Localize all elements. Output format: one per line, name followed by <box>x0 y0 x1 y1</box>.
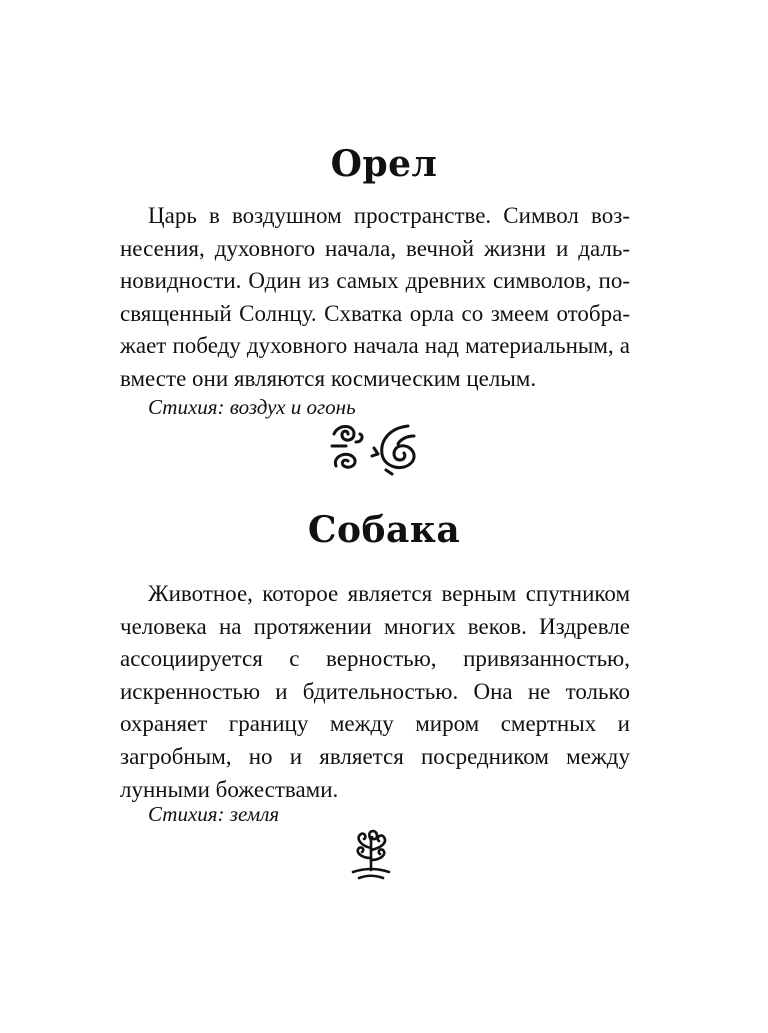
entry-paragraph-eagle: Царь в воздушном пространстве. Символ вознесения, духовного начала, вечной жизни и дальновидности. Один из самых древних символов, посвященный Солнцу. Схватка орла со змеем отображает победу духовного начала над материальным, а вместе они являются космическим целым. <box>120 203 630 391</box>
entry-title-eagle: Орел <box>330 143 438 185</box>
earth-sprout-icon <box>347 826 395 882</box>
entry-element-eagle: Стихия: воздух и огонь <box>148 395 356 419</box>
entry-paragraph-dog: Животное, которое является верным спутником человека на протяжении многих веков. Издревле ассоциируется с верностью, привязанностью, искренностью и бдительностью. Она не только охраняет границу между миром смертных и загробным, но и является посредником между лунными божествами. <box>120 581 630 802</box>
entry-element-dog: Стихия: земля <box>148 802 280 826</box>
air-and-fire-swirl-icon <box>328 420 420 476</box>
entry-title-dog: Собака <box>307 509 461 551</box>
